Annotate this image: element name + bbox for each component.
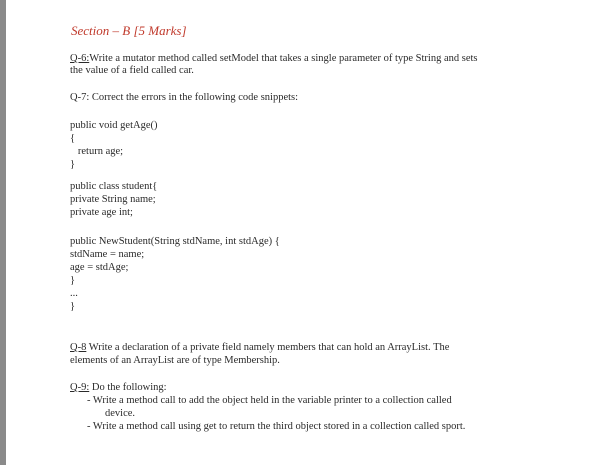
code2-line-7: age = stdAge; [70,262,129,273]
q7-prompt: Q-7: Correct the errors in the following code snippets: [70,92,299,103]
q6-line-1 [70,53,478,65]
code1-line-4: } [70,159,76,170]
code2-line-6: stdName = name; [70,249,145,260]
code2-line-8: } [70,275,76,286]
code2-line-2: private String name; [70,194,156,205]
code2-line-1: public class student{ [70,181,158,192]
q9-heading: Do the following: [89,382,167,393]
code1-line-1: public void getAge() [70,120,158,131]
code1-line-3: return age; [70,146,124,157]
q8-text-1: Write a declaration of a private field namely members that can hold an ArrayList. The [86,342,450,353]
q9-bullet1-line2: device. [105,408,136,419]
q9-bullet2: - Write a method call using get to return the third object stored in a collection called sport. [87,421,466,432]
q8-number: Q-8 [70,342,87,353]
code2-line-9: ... [70,288,78,299]
section-title: Section – B [5 Marks] [71,23,187,38]
q9-number: Q-9: [70,382,90,393]
q6-text-2: the value of a field called car. [70,65,194,76]
code2-line-3: private age int; [70,207,133,218]
q6-text-1: Write a mutator method called setModel that takes a single parameter of type String and sets [89,53,478,64]
q8-text-2: elements of an ArrayList are of type Membership. [70,355,280,366]
code2-line-10: } [70,301,76,312]
code1-line-2: { [70,133,76,144]
q9-bullet1-line1: - Write a method call to add the object held in the variable printer to a collection called [87,395,452,406]
code2-line-5: public NewStudent(String stdName, int stdAge) { [70,236,280,247]
document-page [6,0,591,465]
q8-line-1 [70,342,449,354]
q9-line-1 [70,382,167,394]
q6-number: Q-6: [70,53,90,64]
